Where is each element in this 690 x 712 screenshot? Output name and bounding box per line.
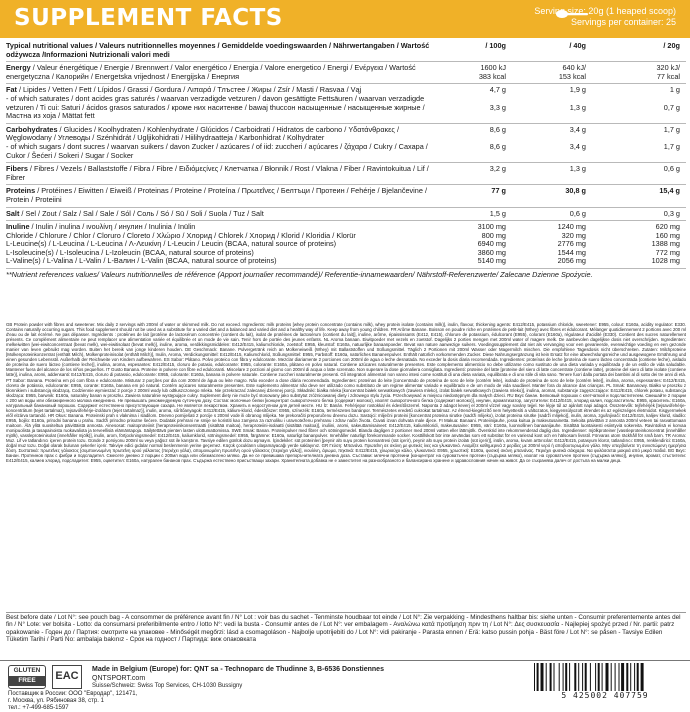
serving-size: Serving size: 20g (1 heaped scoop) [534, 6, 676, 16]
barcode-bar [634, 663, 635, 691]
table-row [6, 62, 686, 84]
nutrient-label [6, 187, 446, 204]
table-row [6, 163, 686, 185]
gluten-free-badge [8, 665, 46, 689]
nutrient-translations: / Valeur énergétique / Energie / Brennwert / Valor energético / Energia / Valore energetico / Energi / Ενέργεια / Wartość energetyczna / Калорийн / Energetska vrijednost / Energijska / Енергия [6, 63, 416, 81]
nutrient-label [6, 165, 446, 182]
value-per-40g: 1,3 g [569, 164, 586, 174]
value-per-100g: 3100 mg 800 mg 6940 mg 3860 mg 5140 mg [477, 222, 506, 266]
table-row [6, 208, 686, 222]
column-header-20g: / 20g [663, 41, 680, 50]
barcode-bar [606, 663, 609, 691]
value-per-20g: 0,6 g [663, 164, 680, 174]
value-per-40g: 30,8 g [565, 186, 586, 196]
nutrient-name: Salt [6, 208, 20, 218]
nutrition-table-header [6, 40, 686, 62]
manufacturer-info [92, 665, 384, 683]
value-per-20g: 620 mg 160 mg 1388 mg 772 mg 1028 mg [651, 222, 680, 266]
barcode-bar [637, 663, 639, 691]
barcode-bar [641, 663, 644, 691]
barcode-bar [550, 663, 552, 691]
nutrient-translations: / Protéines / Eiwitten / Eiweiß / Proteinas / Proteine / Proteína / Πρωτεΐνες / Белтъци / Протеин / Fehérje / Bjelančevine / Protein / Proteiini [6, 186, 427, 204]
value-per-20g: 0,3 g [663, 208, 680, 218]
nutrient-label [6, 223, 446, 266]
made-in: Made in Belgium (Europe) for: QNT sa - Technoparc de Thudinne 3, B-6536 Donstiennes [92, 666, 384, 673]
barcode-number: 5 425002 407759 [561, 691, 649, 700]
nutrient-label [6, 86, 446, 120]
barcode-bar [582, 663, 583, 691]
table-footnote [6, 269, 686, 282]
barcode-bar [630, 663, 631, 691]
barcode-bar [563, 663, 564, 691]
website: QNTSPORT.com [92, 675, 146, 682]
header-banner [0, 0, 690, 38]
barcode-bar [619, 663, 620, 691]
nutrient-name: Proteins [6, 186, 36, 196]
barcode [530, 663, 680, 691]
servings-per-container: Servings per container: 25 [570, 17, 676, 27]
swiss-distributor: Suisse/Schweiz: Swiss Top Services, CH-1030 Bussigny [92, 683, 243, 689]
page-title: SUPPLEMENT FACTS [14, 5, 283, 31]
barcode-bar [611, 663, 612, 691]
value-per-100g: 4,7 g 3,3 g [489, 85, 506, 112]
barcode-bar [537, 663, 539, 691]
barcode-bar [585, 663, 587, 691]
column-header-40g: / 40g [569, 41, 586, 50]
footer [0, 660, 690, 711]
barcode-bar [569, 663, 570, 691]
barcode-bar [565, 663, 567, 691]
table-row [6, 124, 686, 163]
value-per-20g: 1 g 0,7 g [663, 85, 680, 112]
nutrient-translations: / Inulin / inulina / ινουλίνη / инулин / Inulinia / Inülin Chloride / Chlorure / Chlor / Cloruro / Cloreto / Χλώριο / Хлорид / Chlorek / Хлорид / Klorid / Kloridia / Klorür L-Leucine(s) / L-Leucina / L-Leucina / Λ-Λευκίνη / L-Leucin / Leucin (BCAA, natural source of proteins) L-Isoleucine(s) / L-Isoleucina / L-Izoleucin (BCAA, natural source of proteins) L-Valine(s) / L-Valina / L-Valin / L-Валин / L-Valin (BCAA, natural source of proteins) [6, 222, 356, 266]
nutrient-name: Energy [6, 63, 31, 73]
value-per-40g: 1,9 g 1,3 g [569, 85, 586, 112]
value-per-40g: 3,4 g 3,4 g [569, 124, 586, 151]
value-per-100g: 1,5 g [489, 208, 506, 218]
value-per-20g: 15,4 g [659, 186, 680, 196]
barcode-bar [602, 663, 603, 691]
serving-info [534, 6, 676, 28]
gluten-free-line2: FREE [9, 676, 45, 686]
multilingual-description [6, 322, 686, 609]
barcode-bar [546, 663, 547, 691]
barcode-bar [559, 663, 560, 691]
barcode-bar [621, 663, 624, 691]
value-per-100g: 8,6 g 8,6 g [489, 124, 506, 151]
barcode-bar [534, 663, 535, 691]
barcode-bar [554, 663, 555, 691]
nutrient-translations: / Sel / Zout / Salz / Sal / Sale / Sól / Соль / Só / Sū / Soli / Suola / Tuz / Salt [19, 208, 264, 218]
nutrient-translations: / Fibres / Vezels / Ballaststoffe / Fibra / Fibre / Ειδιόμεςίνες / Клетчатка / Błonnik / Rost / Vlakna / Fiber / Ravintokuitua / Lif / Fibrer [6, 164, 429, 182]
gluten-free-line1: GLUTEN [13, 667, 41, 674]
nutrient-label [6, 126, 446, 160]
value-per-100g: 3,2 g [489, 164, 506, 174]
value-per-40g: 0,6 g [569, 208, 586, 218]
best-before-section [6, 612, 686, 658]
table-header-label: Typical nutritional values / Valeurs nutritionnelles moyennes / Gemiddelde voedingswaarden / Nährwertangaben / Wartość odżywcza /Informazioni Nutrizionali valori medi [6, 41, 430, 59]
barcode-bar [615, 663, 616, 691]
nutrient-label [6, 64, 446, 81]
column-header-100g: / 100g [485, 41, 506, 50]
nutrient-translations: / Lipides / Vetten / Fett / Lípidos / Grassi / Gordura / Λιπαρά / Тлъстее / Жиры / Zsír / Masti / Rasvaa / Vąj - of which saturates / dont acides gras saturés / waarvan verzadigde vetzuren / davon gesättigte Fettsäuren / waarvan verzadigde vetzuren / Ti cui: Saturi / ácidos grasos saturados / кроме них наситенве / bawaj thucсон насыщенные / насыщенные жирные / Мастна из хоја / Mättat fett [6, 85, 425, 121]
nutrient-translations: / Glucides / Koolhydraten / Kohlenhydrate / Glúcidos / Carboidrati / Hidratos de carbono / Υδατάνθρακες / Węglowodany / Углеводы / Szénhidrát / Ugljikohidrati / Hiilihydraatteja / Karbonhidrat / Kolhydrater - of which sugars / dont sucres / waarvan suikers / davon Zucker / azúcares / of iid: zuccheri / açúcares / ζάχαρα / Cukry / Сахара / Cukor / Šećeri / Sokeri / Sugar / Socker [6, 124, 428, 160]
nutrition-table [6, 40, 686, 282]
nutrient-name: Fibers [6, 164, 28, 174]
table-row [6, 221, 686, 269]
value-per-20g: 320 kJ/ 77 kcal [656, 63, 680, 81]
table-row [6, 84, 686, 123]
barcode-bar [598, 663, 600, 691]
table-row [6, 185, 686, 207]
value-per-20g: 1,7 g 1,7 g [663, 124, 680, 151]
barcode-bar [626, 663, 628, 691]
nrv-footnote: **Nutrient references values/ Valeurs nutritionnelles de référence (Apport journalier recommandé)/ Referentie-innamewaarden/ Nährstoff-Referenzwerte/ Zalecane Dzienne Spożycie. [6, 270, 593, 280]
eac-mark: EAC [52, 665, 82, 689]
value-per-100g: 77 g [491, 186, 506, 196]
nutrient-label [6, 210, 446, 219]
value-per-100g: 1600 kJ 383 kcal [478, 63, 506, 81]
nutrient-name: Inuline [6, 222, 30, 232]
value-per-40g: 640 kJ/ 153 kcal [558, 63, 586, 81]
barcode-bar [574, 663, 576, 691]
barcode-bar [590, 663, 591, 691]
description-text: GB Protein powder with fibres and sweetener. Mix daily 2 servings with 200ml of water or skimmed milk. Do not exceed. Ingredients: milk proteins [whey protein concentrate (contains milk), whey protein isolate (contains milk)], inulin, flavour, thickening agents: E412/E415, potassium chloride, sweetener: E955, colour: E160a, acidity regulator: E330. Contains naturally occurring sugars. This food supplement should not be used as a substitute for a varied diet and a balanced and varied diet and a healthy way of life. Keep away from young children. FR Arôme Banane. Boisson en poudre riche en protéines de petit-lait (Whey) avec fibres et édulcorant. Mélanger quotidiennement 2 portions avec 200 ml d'eau ou de lait écrémé. Ne pas dépasser. Ingrédients : protéines de lait [protéine de lactosérum concentrée (contient du lait), isolat de protéines de lactosérum (contient du lait)], inuline, arôme, épaississants (E412, E415), chlorure de potassium, édulcorant (E955), colorant (E160a), régulateur d'acidité (E330). Contient des sucres naturellement présents. Ce complément alimentaire ne peut remplacer une alimentation variée et équilibrée et un mode de vie sain. Tenir hors de portée des jeunes enfants. NL Aroma banaan. Eiwitpoeder met vezels en zoetstof. Dagelijks 2 porties mengen met 200ml water of magere melk. De aanbevolen dagelijkse dosis niet overschrijden. Ingrediënten: melkeiwitten [wei-eiwitconcentraat (bevat melk), wei-eiwitisolaat (bevat melk)], inuline, aroma, verdikkingsmiddelen: E412/E415, kaliumchloride, zoetstof: E955, kleurstof: E160a, natuurlijke banaanpoeder. Bevat van nature aanwezige suikers. Voedingssupplement dat niet als vervanging voor een gevarieerde, evenwichtige voeding en een gezonde manier van leven gebruikt mag worden. Buiten het bereik van jonge kinderen houden. DE Geschmack: Banane. Pulvergetränk reich an Molkeneiweiß (Whey) mit Ballaststoffen und Süßungsmittel. Täglich 2 Portionen mit 200ml Wasser oder Magermilch mischen. Die empfohlene Tagesdosis nicht überschreiten. Zutaten: Milchproteine [Molkenproteinkonzentrat (enthält Milch), Molkenproteinisolat (enthält Milch)], Inulin, Aroma, Verdickungsmittel: E412/E415, Kaliumchlorid, Süßungsmittel: E955, Farbstoff: E160a, natürliches Bananenpulver. Enthält natürlich vorkommenden Zucker. Diese Nahrungsergänzung ist kein Ersatz für eine abwechslungsreiche und ausgewogene Ernährung und einen gesunden Lebensstil. Außerhalb der Reichweite von Kindern aufbewahren. ES Sabor: Plátano. Polvo proteico con fibra y edulcorante. Mezclar diariamente 2 porciones con 200ml de agua o leche desnatada. No exceder la dosis diaria recomendada. Ingredientes: proteínas de leche [proteína de suero lácteo concentrada (contiene leche), aislado de proteína de suero lácteo (contiene leche)], inulina, aroma, espesantes: E412/E415, cloruro de potasio, edulcorante: E955, colorante: E160a, plátano en polvo natural. Contiene azúcares naturalmente presentes. Este complemento alimenticio no debe utilizarse como sustituto de una dieta variada y equilibrada y de un estilo de vida saludable. Mantener fuera del alcance de los niños pequeños. IT Gusto Banana. Proteine in polvere con fibre ed edulcoranti. Miscelare 2 porzioni al giorno con 200ml di acqua o latte scremato. Non superare la dose giornaliera consigliata. Ingredienti: proteine del latte [proteine del siero di latte concentrate (contiene latte), proteine del siero di latte isolate (contiene latte)], inulina, aromi, addensanti: E412/E415, cloruro di potassio, edulcorante: E955, colorante: E160a, banana in polvere naturale. Contiene zuccheri naturalmente presenti. Gli integratori alimentari non vanno intesi come sostituti di una dieta variata, equilibrata e di uno stile di vita sano. Tenere fuori dalla portata dei bambini al di sotto dei tre anni di età. PT Sabor: Banana. Proteína em pó com fibra e edulcorante. Misturar 2 porções por dia com 200ml de água ou leite magro. Não exceder a dose diária recomendada. Ingredientes: proteínas do leite [concentrado de proteína de soro de leite (contém leite), isolado de proteína de soro de leite (contém leite)], inulina, aroma, espessantes: E412/E415, cloreto de potássio, edulcorante: E955, corante: E160a, banana em pó natural. Contém açúcares naturalmente presentes. Este suplemento alimentar não deve ser utilizado como substituto de um regime alimentar variado e equilibrado e de um modo de vida saudável. Manter fora do alcance das crianças. PL Smak: Bananowy. Białko w proszku z błonnikiem i substancją słodzącą. Codziennie wymieszać 2 porcje z 200ml wody lub odtłuszczonego mleka. Nie przekraczać zalecanej dziennej porcji. Składniki: białka mleka [koncentrat białek serwatkowych (zawiera mleko), izolat białek serwatkowych (zawiera mleko)], inulina, aromat, substancje zagęszczające: E412/E415, chlorek potasu, substancja słodząca: E955, barwnik: E160a, naturalny banan w proszku. Zawiera naturalnie występujące cukry. Suplement diety nie może być stosowany jako substytut zróżnicowanej diety i zdrowego stylu życia. Przechowywać w miejscu niedostępnym dla małych dzieci. RU Вкус банан. Белковый порошок с клетчаткой и подсластителем. Смешайте 2 порции с 200 мл воды или обезжиренного молока ежедневно. Не превышать рекомендуемую суточную дозу. Состав: молочные белки [концентрат сывороточного белка (содержит молоко), изолят сывороточного белка (содержит молоко)], инулин, ароматизатор, загустители: E412/E415, хлорид калия, подсластитель: E955, краситель: E160a, натуральный банановый порошок. Содержит естественно присутствующие сахара. Не является лекарством. Хранить в недоступном для детей месте. HU Íz: Banán. Fehérjepor rostokkal és édesítőszerrel. Naponta 2 adagot keverj el 200ml vízzel vagy sovány tejjel. Ne lépje túl az ajánlott napi adagot. Összetevők: tejfehérjék [tejsavófehérje-koncentrátum (tejet tartalmaz), tejsavófehérje-izolátum (tejet tartalmaz)], inulin, aroma, sűrítőanyagok: E412/E415, kálium-klorid, édesítőszer: E955, színezék: E160a, természetes banánpor. Természetes eredetű cukrokat tartalmaz. Az étrend-kiegészítő nem helyettesíti a változatos, kiegyensúlyozott étrendet és az egészséges életmódot. Kisgyermekek elől elzárva tartandó. HR Okus: Banana. Proteinski prah s vlaknima i sladilom. Dnevno pomiješati 2 porcije s 200ml vode ili obranog mlijeka. Ne prekoračiti preporučenu dnevnu dozu. Sastojci: mliječni proteini [koncentrat proteina sirutke (sadrži mlijeko), izolat proteina sirutke (sadrži mlijeko)], inulin, aroma, zgušnjivači: E412/E415, kalijev klorid, sladilo: E955, bojilo: E160a, prirodni banana u prahu. Sadrži prirodno prisutne šećere. Dodatak prehrani ne smije se koristiti kao zamjena za raznoliku i uravnoteženu prehranu i zdrav način života. Čuvati izvan dohvata male djece. FI Makua: Banaani. Proteiinijauhe, jossa kuitua ja makeutusainetta. Sekoita päivittäin 2 annosta 200ml veteen tai rasvattomaan maitoon. Älä ylitä suositeltua päivittäistä annosta. Ainesosat: maitoproteiinit [heraproteiinikonsentraatti (sisältää maitoa), heraproteiini-isolaatti (sisältää maitoa)], inuliini, aromi, sakeuttamisaineet: E412/E415, kaliumkloridi, makeutusaine: E955, väri: E160a, luonnollinen banaanijauhe. Sisältää luontaisesti esiintyviä sokereita. Ravintolisä ei korvaa monipuolista ja tasapainoista ruokavaliota ja terveellisiä elämäntapoja. Säilytettävä pienten lasten ulottumattomissa. SWE Smak: Banan. Proteinpulver med fibrer och sötningsmedel. Blanda dagligen 2 portioner med 200ml vatten eller lättmjölk. Överskrid inte rekommenderad daglig dos. Ingredienser: mjölkproteiner [vassleproteinkoncentrat (innehåller mjölk), vassleproteinisolat (innehåller mjölk)], inulin, arom, förtjockningsmedel: E412/E415, kaliumklorid, sötningsmedel: E955, färgämne: E160a, naturligt bananpulver. Innehåller naturligt förekommande socker. Kosttillskott bör inte användas som ett substitut för en varierad kost och en hälsosam livsstil. Förvaras utom räckhåll för små barn. TR Aroma: Muz. Lif ve tatlandırıcı içeren protein tozu. Günde 2 porsiyonu 200ml su veya yağsız süt ile karıştırın. Tavsiye edilen günlük dozu aşmayın. İçindekiler: süt proteinleri [peynir altı suyu protein konsantresi (süt içerir), peynir altı suyu protein izolatı (süt içerir)], inülin, aroma, kıvam arttırıcılar: E412/E415, potasyum klorür, tatlandırıcı: E955, renklendirici: E160a, doğal muz tozu. Doğal olarak bulunan şekerler içerir. Takviye edici gıdalar normal beslenmenin yerine geçemez. Küçük çocukların ulaşamayacağı yerde saklayınız. GR Γεύση: Μπανάνα. Πρωτεΐνη σε σκόνη με φυτικές ίνες και γλυκαντικό. Αναμίξτε καθημερινά 2 μερίδες με 200ml νερό ή αποβουτυρωμένο γάλα. Μην υπερβαίνετε τη συνιστώμενη ημερήσια δόση. Συστατικά: πρωτεΐνες γάλακτος [συμπυκνωμένη πρωτεΐνη ορού γάλακτος (περιέχει γάλα), απομονωμένη πρωτεΐνη ορού γάλακτος (περιέχει γάλα)], ινουλίνη, άρωμα, πηκτικά: E412/E415, χλωριούχο κάλιο, γλυκαντικό: E955, χρωστική: E160a, φυσική σκόνη μπανάνας. Περιέχει φυσικά σάκχαρα. Να φυλάσσεται μακριά από μικρά παιδιά. BG Вкус: Банан. Протеинов прах с фибри и подсладител. Смесете дневно 2 порции с 200мл вода или обезмаслено мляко. Да не се превишава препоръчителната дневна доза. Съставки: млечни протеини [концентрат на суроватъчен протеин (съдържа мляко), изолат на суроватъчен протеин (съдържа мляко)], инулин, аромат, сгъстители: E412/E415, калиев хлорид, подсладител: E955, оцветител: E160a, натурален бананов прах. Съдържа естествено присъстващи захари. Хранителната добавка не е заместител на разнообразното и балансирано хранене и здравословния начин на живот. Да се съхранява далеч от достъпа на малки деца. [6, 322, 686, 464]
barcode-bar [541, 663, 544, 691]
russian-importer: Поставщик в России: ООО "Евродар", 121471, г. Москва, ул. Рябиновая 38, стр. 1 тел.: +7-499-685-1597 [8, 691, 138, 711]
value-per-40g: 1240 mg 320 mg 2776 mg 1544 mg 2056 mg [557, 222, 586, 266]
nutrient-name: Fat [6, 85, 17, 95]
best-before-text: Best before date / Lot N°: see pouch bag - A consommer de préférence avant fin / N° Lot : voir bas du sachet - Tenminste houdbaar tot einde / Lot N°: Zie verpakking - Mindesthens haltbar bis: siehe unten - Consumir preferentemente antes del fin / N° Lote: ver bolsita - Lotto: da consumarsi preferibilmente entro / lotto N°: vedi la busta - Consumir antes de / Lot N°: ver embalagem - Αναλώνω κατά προτίμηση πριν τη / Lot N°: Δες συσκευασία - Najlepiej spożyć przed / Nr. partii: patrz opakowanie - Годен до / Партия: смотрите на упаковке - Minőségét megőrzi: lásd a csomagoláson - Najbolje upotrijebiti do / Lot N°: vidi pakiranje - Parasta ennen / Erä: katso pussin pohja - Bäst före / Lot N°: se påsen - Tavsiye Edilen Tüketim Tarihi / Parti No: ambalaja bakınız - Срок на годност / Партида: виж опаковката [6, 614, 681, 643]
barcode-bar [578, 663, 579, 691]
nutrient-name: Carbohydrates [6, 124, 58, 134]
barcode-bar [595, 663, 596, 691]
